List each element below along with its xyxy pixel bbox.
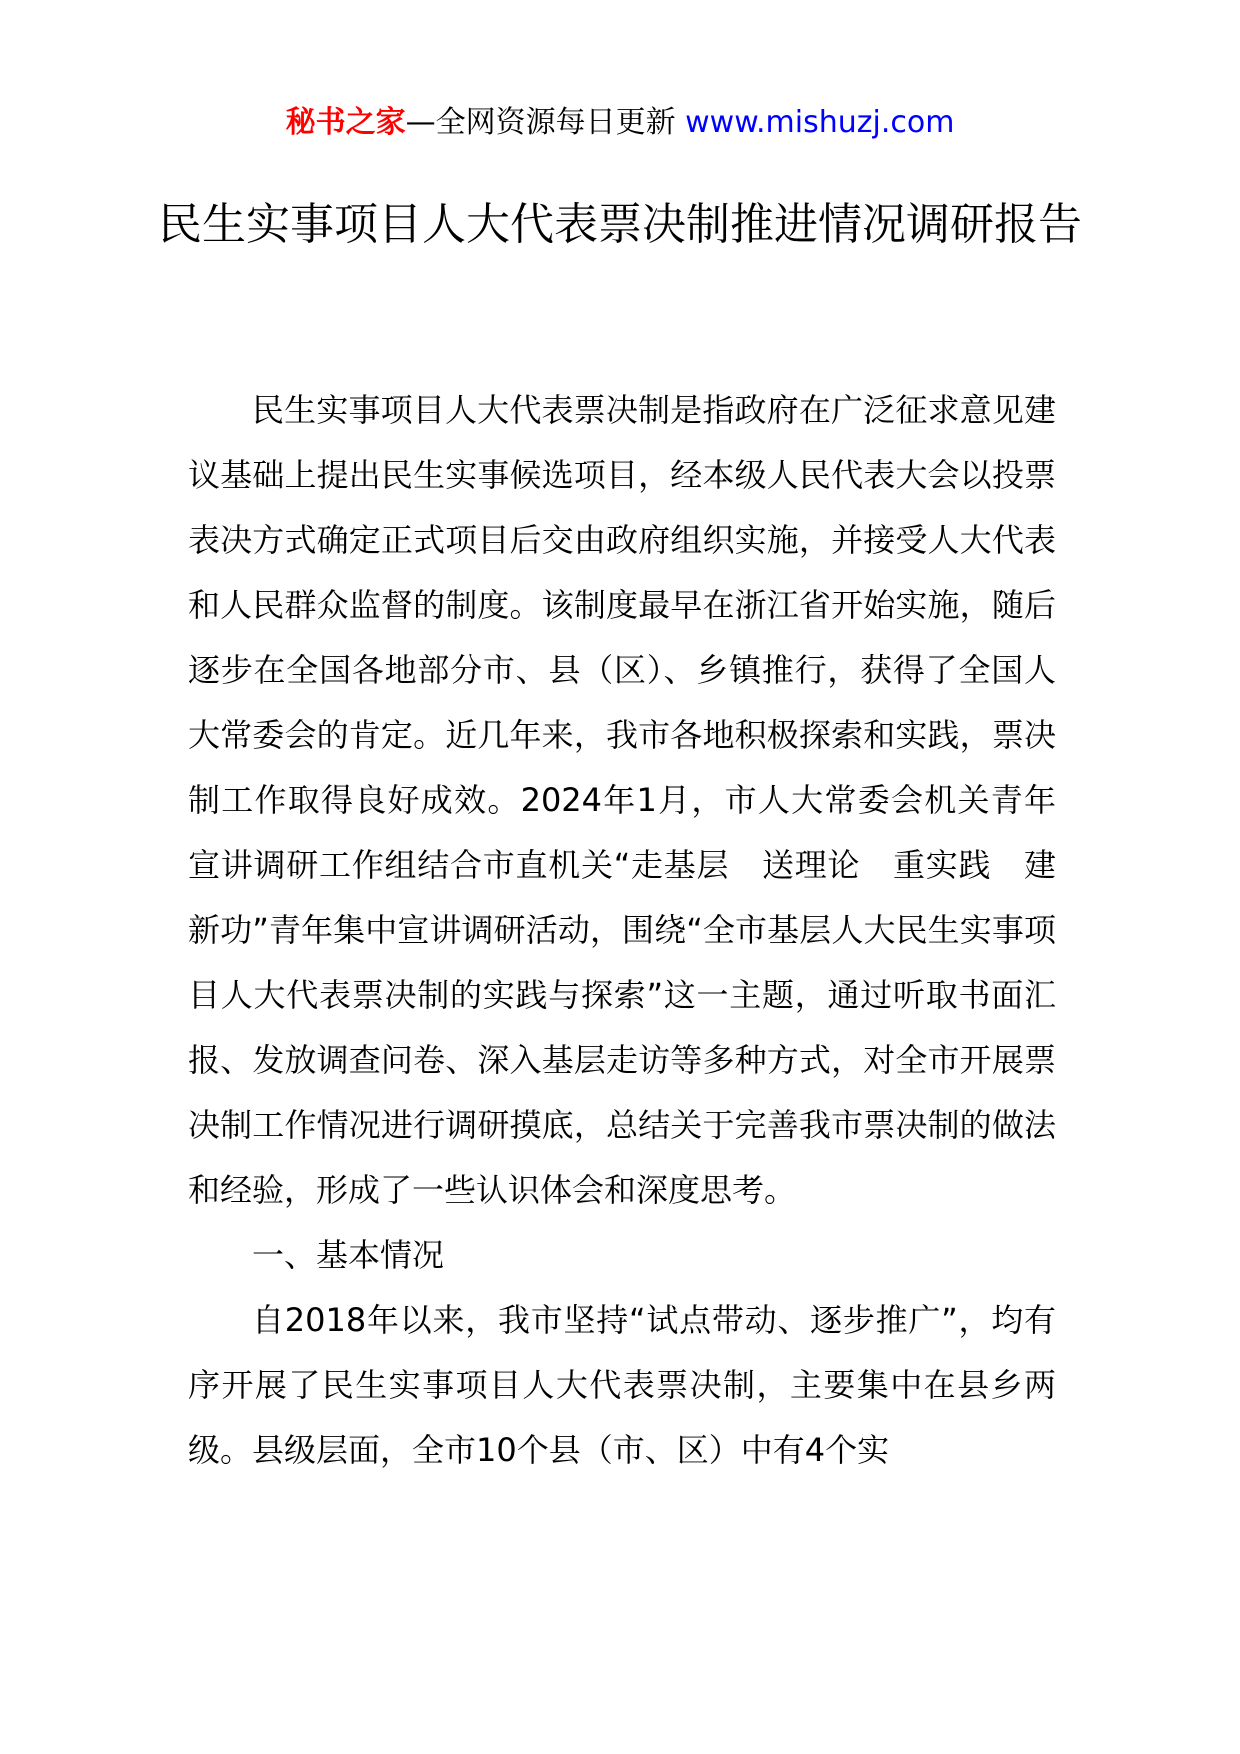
site-header	[0, 98, 1240, 148]
document-body	[188, 378, 1056, 1483]
site-brand: 秘书之家	[285, 105, 406, 140]
site-url-link[interactable]: www.mishuzj.com	[685, 105, 955, 140]
site-tagline: —全网资源每日更新	[405, 105, 676, 140]
intro-paragraph: 民生实事项目人大代表票决制是指政府在广泛征求意见建议基础上提出民生实事候选项目，经本级人民代表大会以投票表决方式确定正式项目后交由政府组织实施，并接受人大代表和人民群众监督的制度。该制度最早在浙江省开始实施，随后逐步在全国各地部分市、县（区）、乡镇推行，获得了全国人大常委会的肯定。近几年来，我市各地积极探索和实践，票决制工作取得良好成效。2024年1月，市人大常委会机关青年宣讲调研工作组结合市直机关“走基层 送理论 重实践 建新功”青年集中宣讲调研活动，围绕“全市基层人大民生实事项目人大代表票决制的实践与探索”这一主题，通过听取书面汇报、发放调查问卷、深入基层走访等多种方式，对全市开展票决制工作情况进行调研摸底，总结关于完善我市票决制的做法和经验，形成了一些认识体会和深度思考。	[188, 391, 1056, 1209]
section-paragraph: 自2018年以来，我市坚持“试点带动、逐步推广”，均有序开展了民生实事项目人大代表票决制，主要集中在县乡两级。县级层面，全市10个县（市、区）中有4个实	[188, 1301, 1056, 1469]
document-title: 民生实事项目人大代表票决制推进情况调研报告	[158, 199, 1082, 250]
section-heading-basic-situation: 一、基本情况	[252, 1236, 445, 1274]
